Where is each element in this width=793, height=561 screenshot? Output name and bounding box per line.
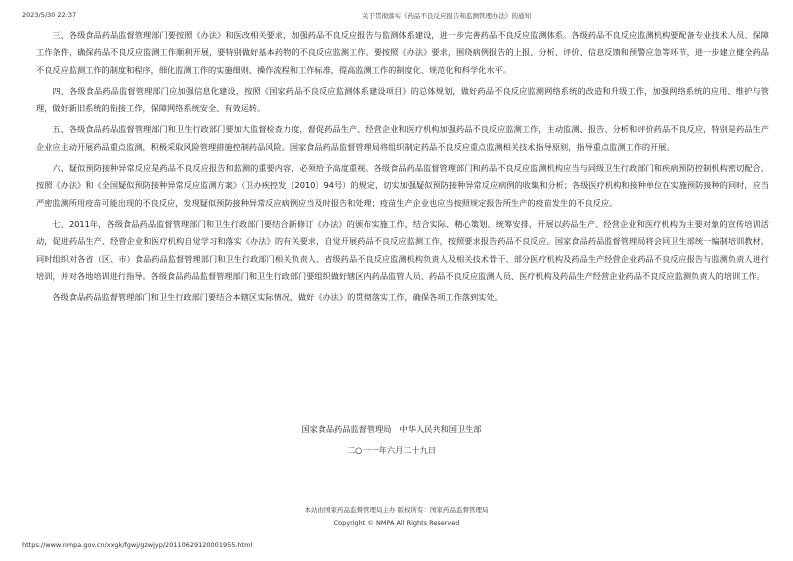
paragraph-6: 六、疑似预防接种异常反应是药品不良反应报告和监测的重要内容，必须给予高度重视。各级食品药品监督管理部门和药品不良反应监测机构应当与同级卫生行政部门和疾病预防控制机构密切配合，按照《办法》和《全国疑似预防接种异常反应监测方案》（卫办疾控发〔2010〕94号）的规定，切实加强疑似预防接种异常反应病例的收集和分析；各级医疗机构和接种单位在实施预防接种的同时，应当严密监测所用疫苗可能出现的不良反应，发现疑似预防接种异常反应病例应当及时报告和处理；疫苗生产企业也应当按照规定报告所生产的疫苗发生的不良反应。	[36, 163, 769, 208]
print-header	[22, 11, 771, 23]
closing-paragraph: 各级食品药品监督管理部门和卫生行政部门要结合本辖区实际情况，做好《办法》的贯彻落实工作，确保各项工作落到实处。	[52, 292, 503, 303]
print-url: https://www.nmpa.gov.cn/xxgk/fgwj/gzwjyp/20110629120001955.html	[22, 541, 253, 549]
paragraph-5: 五、各级食品药品监督管理部门和卫生行政部门要加大监督检查力度，督促药品生产、经营企业和医疗机构加强药品不良反应监测工作，主动监测、报告、分析和评价药品不良反应，特别是药品生产企业应主动开展药品重点监测，积极采取风险管理措施控制药品风险。国家食品药品监督管理局将组织制定药品不良反应重点监测相关技术指导原则，指导重点监测工作的开展。	[36, 124, 769, 152]
print-datetime: 2023/5/30 22:37	[22, 11, 77, 19]
document-body	[36, 27, 769, 310]
signature-date: 二○一一年六月二十九日	[346, 445, 437, 455]
print-page-title: 关于贯彻落实《药品不良反应报告和监测管理办法》的通知	[362, 12, 531, 20]
footer-copyright: Copyright © NMPA All Rights Reserved	[333, 519, 460, 527]
signature-organizations: 国家食品药品监督管理局 中华人民共和国卫生部	[301, 424, 482, 434]
paragraph-7: 七、2011年，各级食品药品监督管理部门和卫生行政部门要结合新修订《办法》的颁布实施工作，结合实际、精心策划、统筹安排，开展以药品生产、经营企业和医疗机构为主要对象的宣传培训活动，促进药品生产、经营企业和医疗机构自觉学习和落实《办法》的有关要求，自觉开展药品不良反应监测工作，按照要求报告药品不良反应。国家食品药品监督管理局将会同卫生部统一编制培训教材，同时组织对各省（区、市）食品药品监督管理部门和卫生行政部门相关负责人、省级药品不良反应监测机构负责人及相关技术骨干、部分医疗机构及药品生产经营企业药品不良反应报告与监测负责人进行培训，并对各地培训进行指导。各级食品药品监督管理部门和卫生行政部门要组织做好辖区内药品监管人员、药品不良反应监测人员、医疗机构及药品生产经营企业药品不良反应监测负责人的培训工作。	[36, 218, 769, 281]
paragraph-3: 三、各级食品药品监督管理部门要按照《办法》和医改相关要求，加强药品不良反应报告与监测体系建设，进一步完善药品不良反应监测体系。各级药品不良反应监测机构要配备专业技术人员、保障工作条件，确保药品不良反应监测工作顺利开展，要特别做好基本药物的不良反应监测工作。要按照《办法》要求，围绕病例报告的上报、分析、评价、信息反馈和预警应急等环节，进一步建立健全药品不良反应监测工作的制度和程序，细化监测工作的实施细则、操作流程和工作标准，提高监测工作的制度化、规范化和科学化水平。	[36, 30, 769, 75]
footer-sponsor: 本站由国家药品监督管理局主办 版权所有：国家药品监督管理局	[304, 506, 489, 514]
paragraph-4: 四、各级食品药品监督管理部门应加强信息化建设，按照《国家药品不良反应监测体系建设项目》的总体规划，做好药品不良反应监测网络系统的改造和升级工作，加强网络系统的应用、维护与管理，做好新旧系统的衔接工作，保障网络系统安全、有效运转。	[36, 85, 769, 114]
